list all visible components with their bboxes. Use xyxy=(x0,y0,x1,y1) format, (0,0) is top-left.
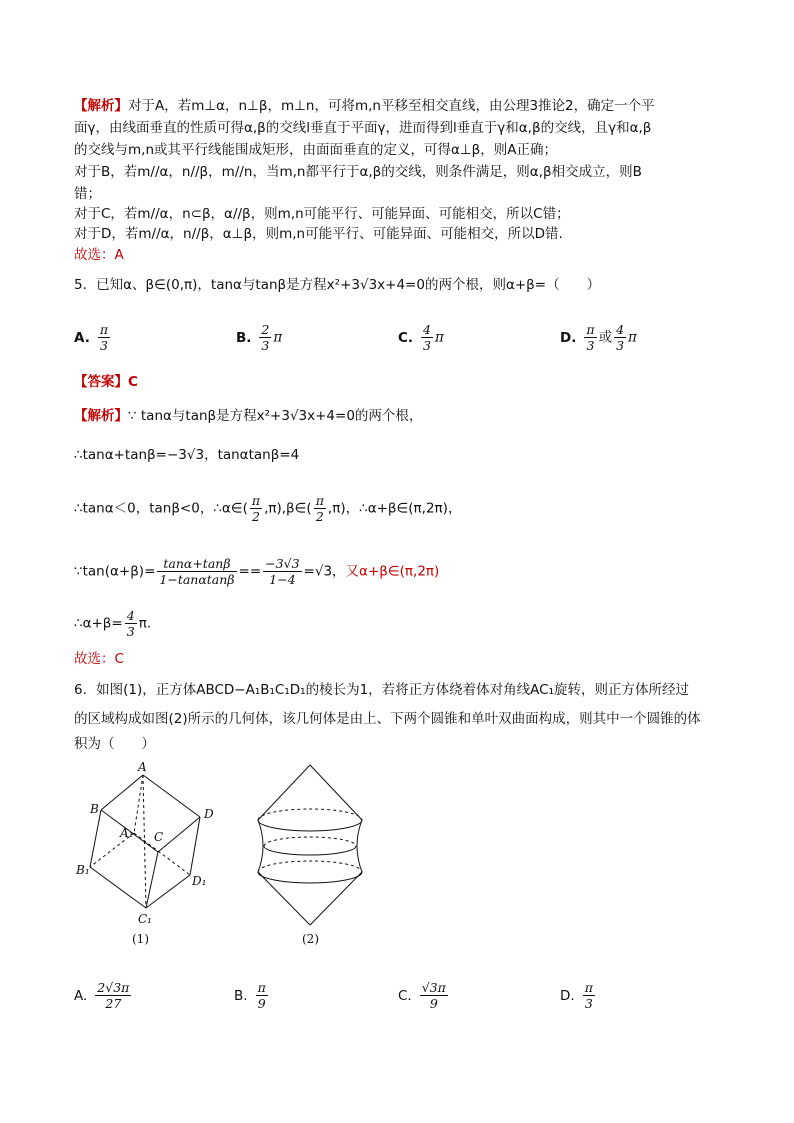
q5-analysis-line-5: ∴α+β= $\frac{4}{3}$ π. xyxy=(74,608,152,639)
label-d: D xyxy=(204,807,214,821)
label-b1: B₁ xyxy=(76,863,90,877)
figure-2-solid xyxy=(250,755,380,955)
analysis4-line-7: 对于D，若m//α，n//β，α⊥β，则m,n可能平行、可能异面、可能相交，所以D错. xyxy=(74,226,563,242)
analysis4-answer: 故选：A xyxy=(74,247,124,263)
label-a1: A₁ xyxy=(120,826,134,840)
analysis4-line-3: 的交线与m,n或其平行线能围成矩形，由面面垂直的定义，可得α⊥β，则A正确； xyxy=(74,142,558,158)
analysis-label: 【解析】 xyxy=(74,98,128,114)
q5-option-c: C. $\frac{4}{3}$ π xyxy=(398,322,444,353)
label-d1: D₁ xyxy=(192,874,207,888)
analysis4-line-6: 对于C，若m//α，n⊂β，α//β，则m,n可能平行、可能异面、可能相交，所以C错； xyxy=(74,206,570,222)
q6-option-c: C. $\frac{√3\pi}{9}$ xyxy=(398,980,446,1011)
q5-option-a: A. $\frac{\pi}{3}$ xyxy=(74,322,109,353)
q5-option-d: D. $\frac{\pi}{3}$ 或 $\frac{4}{3}$ π xyxy=(560,322,637,353)
q5-option-b: B. $\frac{2}{3}$ π xyxy=(236,322,283,353)
q6-line-1: 6．如图(1)，正方体ABCD−A₁B₁C₁D₁的棱长为1，若将正方体绕着体对角线AC₁旋转，则正方体所经过 xyxy=(74,682,689,698)
label-a: A xyxy=(138,760,147,774)
figure-1-caption: (1) xyxy=(132,932,149,946)
q5-answer: 【答案】C xyxy=(74,374,138,390)
label-c1: C₁ xyxy=(138,912,152,926)
label-c: C xyxy=(154,830,164,844)
label-b: B xyxy=(90,802,99,816)
q5-analysis-line-3: ∴tanα＜0，tanβ<0，∴α∈( $\frac{\pi}{2}$ ,π),β∈( $\frac{\pi}{2}$ ,π)，∴α+β∈(π,2π)， xyxy=(74,493,462,524)
q6-option-a: A. $\frac{2√3\pi}{27}$ xyxy=(74,980,130,1011)
analysis4-line-4: 对于B，若m//α，n//β，m//n，当m,n都平行于α,β的交线，则条件满足，则α,β相交成立，则B xyxy=(74,164,642,180)
q6-line-3: 积为（ ） xyxy=(74,736,155,752)
q6-option-d: D. $\frac{\pi}{3}$ xyxy=(560,980,593,1011)
analysis4-line-5: 错； xyxy=(74,186,101,202)
q5-analysis-line-2: ∴tanα+tanβ=−3√3，tanαtanβ=4 xyxy=(74,447,300,463)
q5-analysis-line-1: 【解析】∵ tanα与tanβ是方程x²+3√3x+4=0的两个根， xyxy=(74,408,423,424)
q6-option-b: B. $\frac{\pi}{9}$ xyxy=(234,980,266,1011)
figure-2-caption: (2) xyxy=(302,932,319,946)
q5-analysis-line-4: ∵tan(α+β)= $\frac{\tan\alpha+\tan\beta}{1-\tan\alpha\tan\beta}$ == $\frac{-3√3}{1-4}$ =√3，又α+β∈(π,2π) xyxy=(74,556,440,587)
q6-line-2: 的区域构成如图(2)所示的几何体，该几何体是由上、下两个圆锥和单叶双曲面构成，则其中一个圆锥的体 xyxy=(74,711,701,727)
analysis4-line-1: 【解析】对于A，若m⊥α，n⊥β，m⊥n，可将m,n平移至相交直线，由公理3推论2，确定一个平 xyxy=(74,98,655,114)
analysis4-line-2: 面γ，由线面垂直的性质可得α,β的交线l垂直于平面γ，进而得到l垂直于γ和α,β的交线，且γ和α,β xyxy=(74,120,652,136)
q5-stem: 5．已知α、β∈(0,π)，tanα与tanβ是方程x²+3√3x+4=0的两个根，则α+β=（ ） xyxy=(74,277,601,293)
figure-1-cube xyxy=(70,755,230,955)
q5-conclusion: 故选：C xyxy=(74,651,124,667)
